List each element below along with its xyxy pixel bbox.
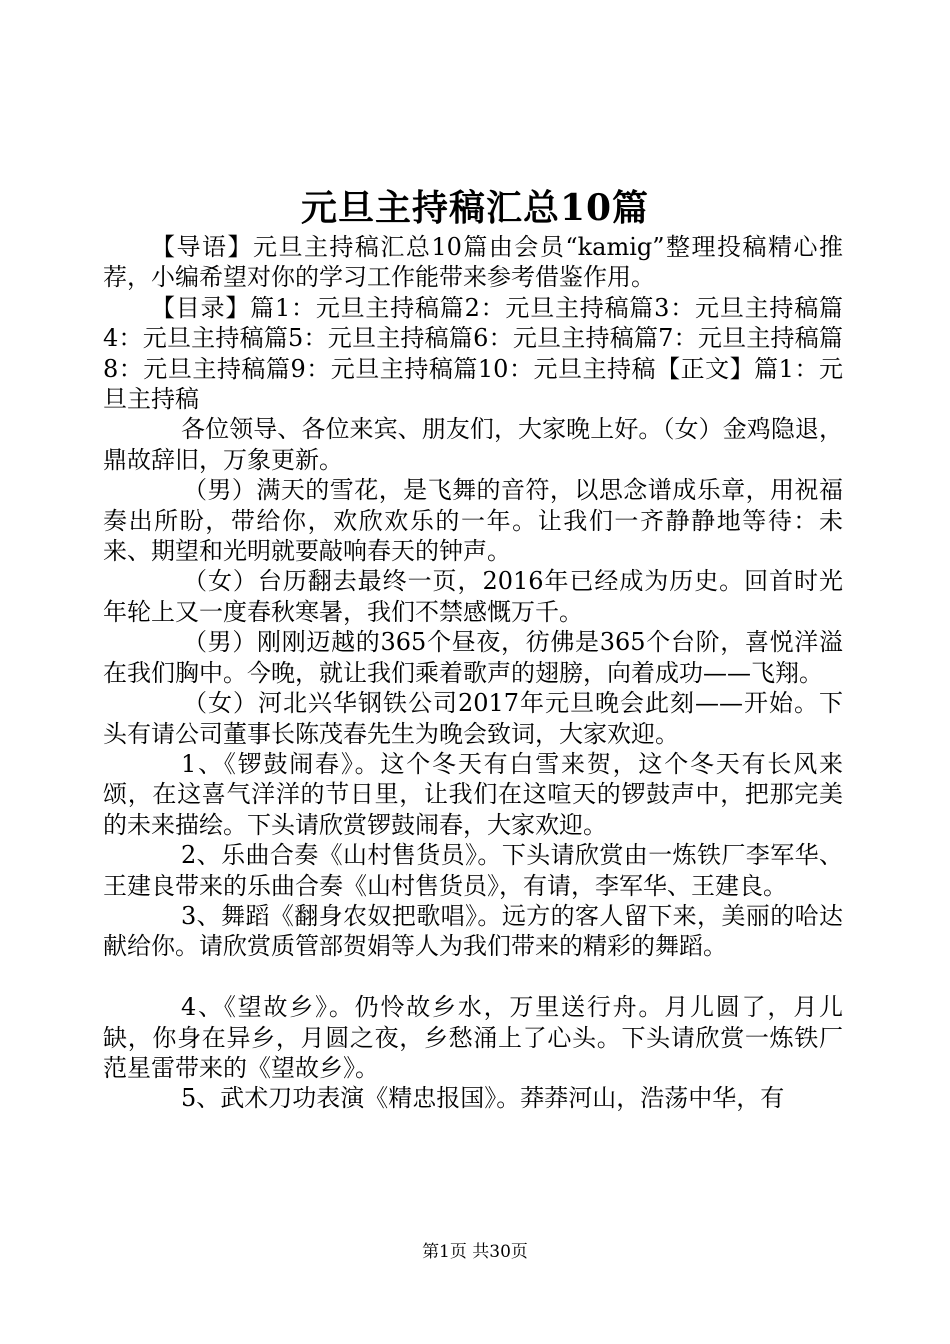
paragraph-female-2: （女）河北兴华钢铁公司2017年元旦晚会此刻——开始。下头有请公司董事长陈茂春先生为晚会致词，大家欢迎。 — [103, 689, 843, 748]
document-body — [103, 232, 843, 1114]
paragraph-program-3: 3、舞蹈《翻身农奴把歌唱》。远方的客人留下来，美丽的哈达献给你。请欣赏质管部贺娟等人为我们带来的精彩的舞蹈。 — [103, 901, 843, 961]
document-title: 元旦主持稿汇总10篇 — [300, 187, 650, 229]
paragraph-female-1: （女）台历翻去最终一页，2016年已经成为历史。回首时光年轮上又一度春秋寒暑，我们不禁感慨万千。 — [103, 567, 843, 626]
paragraph-male-2: （男）刚刚迈越的365个昼夜，彷佛是365个台阶，喜悦洋溢在我们胸中。今晚，就让我们乘着歌声的翅膀，向着成功——飞翔。 — [103, 628, 843, 687]
blank-line — [103, 962, 843, 992]
paragraph-male-1: （男）满天的雪花，是飞舞的音符，以思念谱成乐章，用祝福奏出所盼，带给你，欢欣欢乐的一年。让我们一齐静静地等待：未来、期望和光明就要敲响春天的钟声。 — [103, 476, 843, 566]
paragraph-toc: 【目录】篇1：元旦主持稿篇2：元旦主持稿篇3：元旦主持稿篇4：元旦主持稿篇5：元旦主持稿篇6：元旦主持稿篇7：元旦主持稿篇8：元旦主持稿篇9：元旦主持稿篇10：元旦主持稿【正文】篇1：元旦主持稿 — [103, 293, 843, 414]
paragraph-intro: 【导语】元旦主持稿汇总10篇由会员“kamig”整理投稿精心推荐，小编希望对你的学习工作能带来参考借鉴作用。 — [103, 233, 843, 292]
paragraph-program-4: 4、《望故乡》。仍怜故乡水，万里送行舟。月儿圆了，月儿缺，你身在异乡，月圆之夜，乡愁涌上了心头。下头请欣赏一炼铁厂范星雷带来的《望故乡》。 — [103, 993, 843, 1082]
paragraph-opening: 各位领导、各位来宾、朋友们，大家晚上好。（女）金鸡隐退，鼎故辞旧，万象更新。 — [103, 415, 843, 474]
paragraph-program-1: 1、《锣鼓闹春》。这个冬天有白雪来贺，这个冬天有长风来颂，在这喜气洋洋的节日里，让我们在这喧天的锣鼓声中，把那完美的未来描绘。下头请欣赏锣鼓闹春，大家欢迎。 — [103, 749, 843, 839]
paragraph-program-2: 2、乐曲合奏《山村售货员》。下头请欣赏由一炼铁厂李军华、王建良带来的乐曲合奏《山村售货员》，有请，李军华、王建良。 — [103, 841, 843, 900]
page-number: 第1页 共30页 — [422, 1242, 528, 1262]
paragraph-program-5: 5、武术刀功表演《精忠报国》。莽莽河山，浩荡中华，有 — [181, 1084, 785, 1113]
